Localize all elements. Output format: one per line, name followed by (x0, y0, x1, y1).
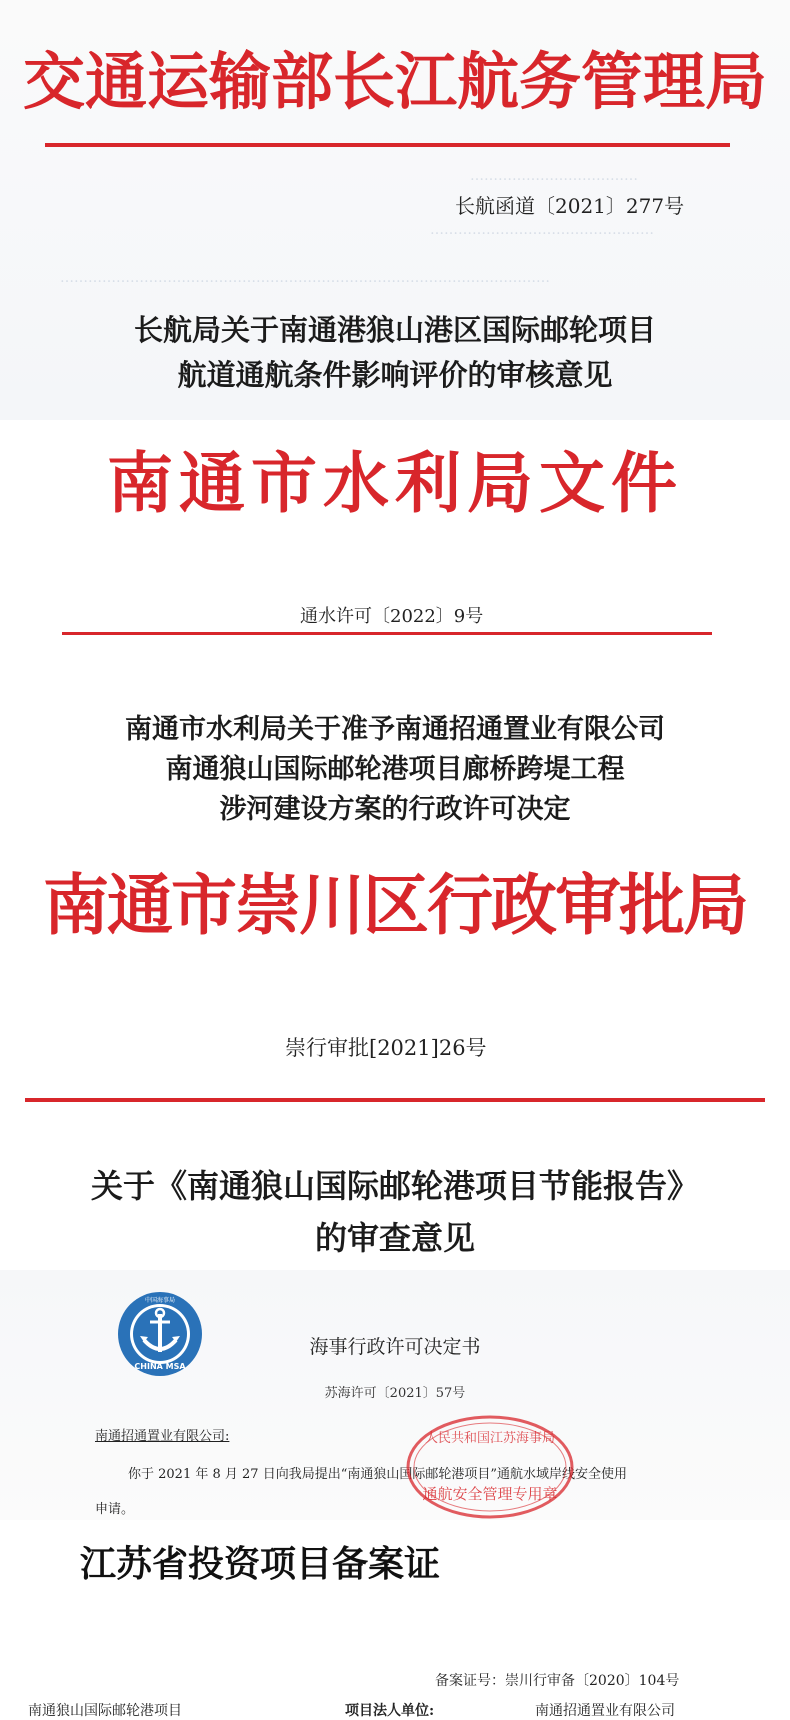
org-header: 南通市水利局文件 (107, 444, 683, 522)
title-line: 长航局关于南通港狼山港区国际邮轮项目 (133, 313, 656, 347)
doc5-section (0, 1520, 790, 1718)
seal-text-top: 人民共和国江苏海事局 (424, 1431, 555, 1446)
doc-title: 江苏省投资项目备案证 (80, 1544, 441, 1585)
body-text: 你于 2021 年 8 月 27 日向我局提出“南通狼山国际邮轮港项目”通航水域岸线安全使用 (128, 1467, 627, 1482)
doc4-section (0, 1270, 790, 1520)
title-line: 涉河建设方案的行政许可决定 (219, 794, 571, 825)
red-divider (45, 143, 730, 147)
bleed-through-text: ……………………………… (470, 168, 638, 184)
title-line: 南通市水利局关于准予南通招通置业有限公司 (125, 714, 665, 745)
red-divider (25, 1098, 765, 1102)
doc-number: 通水许可〔2022〕9号 (300, 606, 484, 627)
title-line: 关于《南通狼山国际邮轮港项目节能报告》 (90, 1167, 699, 1205)
doc-title (0, 308, 790, 398)
bleed-through-text: ………………………………………… (430, 222, 654, 238)
official-seal (405, 1415, 575, 1519)
doc-number: 苏海许可〔2021〕57号 (324, 1386, 466, 1401)
doc-number: 长航函道〔2021〕277号 (455, 194, 685, 218)
doc1-section (0, 0, 790, 420)
doc-number: 崇行审批[2021]26号 (285, 1036, 487, 1060)
doc-title (0, 710, 790, 830)
seal-text-bottom: 通航安全管理专用章 (422, 1485, 558, 1503)
title-line: 南通狼山国际邮轮港项目廊桥跨堤工程 (165, 754, 625, 785)
doc2-section (0, 420, 790, 830)
org-header: 南通市崇川区行政审批局 (43, 866, 747, 944)
doc-title: 海事行政许可决定书 (309, 1336, 481, 1358)
bleed-through-text: …………………………………………………………………………………………… (60, 270, 550, 286)
title-line: 的审查意见 (314, 1219, 475, 1257)
record-number: 备案证号：崇川行审备〔2020〕104号 (435, 1673, 680, 1689)
project-name: 南通狼山国际邮轮港项目 (28, 1703, 182, 1719)
body-text: 申请。 (95, 1502, 135, 1517)
org-header: 交通运输部长江航务管理局 (22, 45, 767, 118)
red-divider (62, 632, 712, 635)
doc3-section (0, 830, 790, 1270)
legal-entity-value: 南通招通置业有限公司 (535, 1703, 675, 1719)
title-line: 航道通航条件影响评价的审核意见 (177, 358, 613, 392)
doc-title (0, 1160, 790, 1264)
logo-text: CHINA MSA (134, 1362, 186, 1371)
addressee: 南通招通置业有限公司: (95, 1429, 230, 1444)
logo-top-text: 中国海事局 (144, 1297, 175, 1304)
legal-entity-label: 项目法人单位: (345, 1703, 435, 1719)
